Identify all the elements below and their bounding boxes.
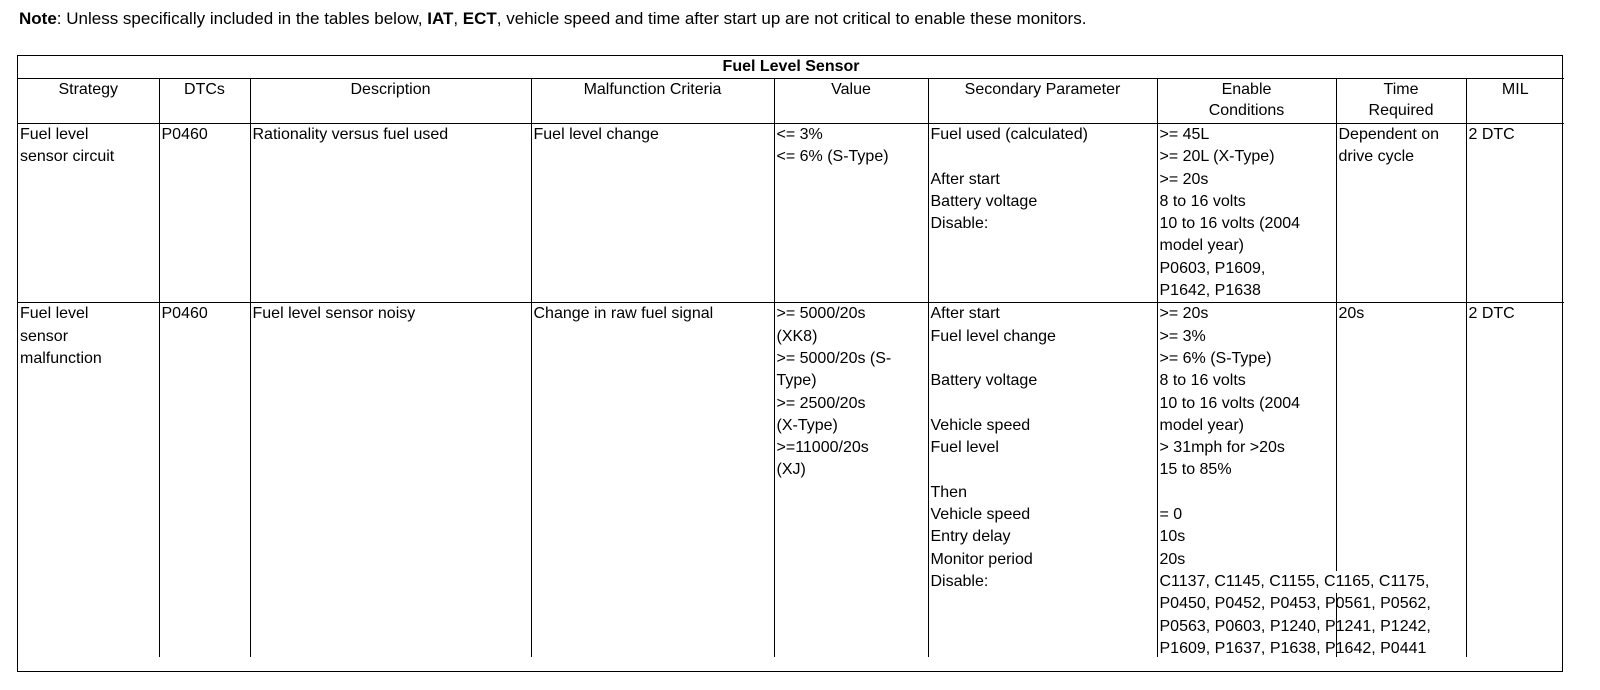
cell-secondary-parameter: After start Fuel level change Battery voltage Vehicle speed Fuel level Then Vehicle speed Entry delay Monitor period Disable: bbox=[928, 303, 1157, 658]
note-label: Note bbox=[19, 9, 57, 28]
cell-mil: 2 DTC bbox=[1466, 303, 1564, 658]
cell-description: Rationality versus fuel used bbox=[250, 124, 531, 303]
note-text-2: , bbox=[453, 9, 463, 28]
cell-dtc: P0460 bbox=[159, 124, 250, 303]
cell-enable-conditions: >= 20s >= 3% >= 6% (S-Type) 8 to 16 volts 10 to 16 volts (2004 model year) > 31mph for >20s 15 to 85% = 0 10s 20s C1137, C1145, C1155, C1165, C1175, P0450, P0452, P0453, P0561, P0562, P0563, P0603, P1240, P1241, P1242, P1609, P1637, P1638, P1642, P0441 bbox=[1157, 303, 1336, 658]
cell-strategy: Fuel level sensor circuit bbox=[18, 124, 159, 303]
table-row bbox=[18, 124, 1564, 303]
header-dtcs: DTCs bbox=[159, 79, 250, 124]
note-line bbox=[19, 8, 1086, 30]
cell-strategy: Fuel level sensor malfunction bbox=[18, 303, 159, 658]
cell-value: >= 5000/20s (XK8) >= 5000/20s (S- Type) >= 2500/20s (X-Type) >=11000/20s (XJ) bbox=[774, 303, 928, 658]
header-secondary-parameter: Secondary Parameter bbox=[928, 79, 1157, 124]
header-mil: MIL bbox=[1466, 79, 1564, 124]
note-ect: ECT bbox=[462, 9, 497, 28]
cell-criteria: Fuel level change bbox=[531, 124, 774, 303]
cell-criteria: Change in raw fuel signal bbox=[531, 303, 774, 658]
cell-enable-conditions: >= 45L >= 20L (X-Type) >= 20s 8 to 16 volts 10 to 16 volts (2004 model year) P0603, P1609, P1642, P1638 bbox=[1157, 124, 1336, 303]
table-row bbox=[18, 303, 1564, 658]
cell-value: <= 3% <= 6% (S-Type) bbox=[774, 124, 928, 303]
table-title: Fuel Level Sensor bbox=[18, 56, 1564, 79]
header-value: Value bbox=[774, 79, 928, 124]
header-malfunction-criteria: Malfunction Criteria bbox=[531, 79, 774, 124]
header-enable-conditions: Enable Conditions bbox=[1157, 79, 1336, 124]
header-strategy: Strategy bbox=[18, 79, 159, 124]
header-time-required: Time Required bbox=[1336, 79, 1466, 124]
cell-dtc: P0460 bbox=[159, 303, 250, 658]
cell-time-required: 20s bbox=[1336, 303, 1466, 658]
cell-time-required: Dependent on drive cycle bbox=[1336, 124, 1466, 303]
note-iat: IAT bbox=[427, 9, 454, 28]
disable-codes: C1137, C1145, C1155, C1165, C1175, P0450, P0452, P0453, P0561, P0562, P0563, P0603, P1240, P1241, P1242, P1609, P1637, P1638, P1642, P0441 bbox=[1160, 571, 1435, 593]
cell-mil: 2 DTC bbox=[1466, 124, 1564, 303]
note-text-3: , vehicle speed and time after start up are not critical to enable these monitors. bbox=[496, 9, 1087, 28]
header-description: Description bbox=[250, 79, 531, 124]
fuel-level-sensor-table bbox=[17, 55, 1563, 672]
cell-description: Fuel level sensor noisy bbox=[250, 303, 531, 658]
cell-secondary-parameter: Fuel used (calculated) After start Battery voltage Disable: bbox=[928, 124, 1157, 303]
note-text-1: : Unless specifically included in the tables below, bbox=[56, 9, 428, 28]
